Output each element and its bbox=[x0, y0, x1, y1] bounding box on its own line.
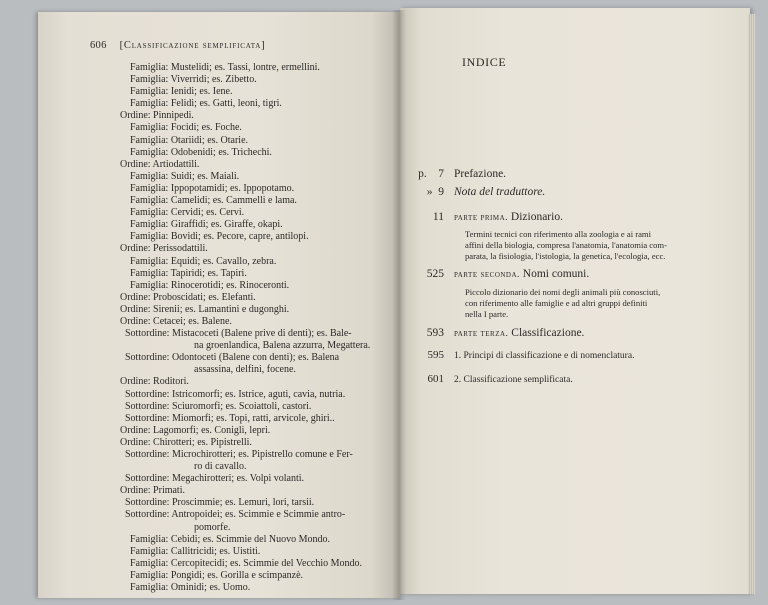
entry-page: 525 bbox=[426, 268, 444, 280]
classification-line: Sottordine: Sciuromorfi; es. Scoiattoli, castori. bbox=[125, 400, 312, 412]
entry-page: 595 bbox=[427, 349, 444, 361]
classification-line: Famiglia: Focidi; es. Foche. bbox=[130, 122, 242, 134]
classification-line: Famiglia: Cervidi; es. Cervi. bbox=[130, 207, 245, 219]
classification-line: Sottordine: Microchirotteri; es. Pipistrello comune e Fer- bbox=[125, 449, 353, 460]
index-entry-parte-seconda bbox=[400, 268, 589, 280]
classification-line: Famiglia: Otariidi; es. Otarie. bbox=[130, 134, 249, 146]
classification-line: Famiglia: Cercopitecidi; es. Scimmie del Vecchio Mondo. bbox=[130, 557, 362, 569]
entry-label: Classificazione. bbox=[511, 327, 585, 339]
classification-line: Sottordine: Proscimmie; es. Lemuri, lori, tarsii. bbox=[125, 497, 315, 509]
entry-page: 9 bbox=[438, 186, 444, 198]
desc-line: parata, la fisiologia, l'istologia, la genetica, l'ecologia, ecc. bbox=[465, 251, 666, 261]
classification-line: Famiglia: Ienidi; es. Iene. bbox=[130, 86, 233, 98]
classification-line: pomorfe. bbox=[194, 521, 231, 533]
index-title: INDICE bbox=[462, 55, 507, 69]
classification-line: Ordine: Perissodattili. bbox=[120, 243, 208, 255]
index-entry-principi bbox=[400, 349, 634, 361]
classification-line: Ordine: Primati. bbox=[120, 485, 185, 497]
classification-line: Sottordine: Miomorfi; es. Topi, ratti, arvicole, ghiri.. bbox=[125, 412, 335, 424]
classification-list bbox=[90, 62, 390, 594]
classification-line: Famiglia: Rinocerotidi; es. Rinoceronti. bbox=[130, 279, 290, 291]
classification-line: Famiglia: Callitricidi; es. Uistiti. bbox=[130, 545, 261, 557]
classification-line: na groenlandica, Balena azzurra, Megattera. bbox=[194, 340, 371, 352]
entry-label: Dizionario. bbox=[510, 211, 563, 223]
classification-line: Famiglia: Pongidi; es. Gorilla e scimpanzè. bbox=[130, 569, 304, 581]
classification-line: Famiglia: Giraffidi; es. Giraffe, okapi. bbox=[130, 219, 283, 231]
index-entry-parte-terza bbox=[400, 327, 584, 339]
classification-line: Sottordine: Odontoceti (Balene con denti); es. Balena bbox=[125, 352, 340, 364]
desc-line: Piccolo dizionario dei nomi degli animali più conosciuti, bbox=[465, 287, 661, 297]
entry-part: parte seconda. bbox=[454, 270, 520, 280]
index-entry-parte-prima bbox=[400, 211, 563, 223]
entry-page: 7 bbox=[438, 168, 444, 180]
classification-line: Famiglia: Bovidi; es. Pecore, capre, antilopi. bbox=[130, 231, 309, 243]
desc-line: nella I parte. bbox=[465, 309, 509, 319]
classification-line: Famiglia: Odobenidi; es. Trichechi. bbox=[130, 146, 272, 158]
classification-line: Ordine: Lagomorfi; es. Conigli, lepri. bbox=[120, 424, 271, 436]
running-head-title: [Classificazione semplificata] bbox=[119, 40, 266, 51]
desc-line: con riferimento alle famiglie e ad altri gruppi definiti bbox=[465, 298, 648, 308]
desc-line: Termini tecnici con riferimento alla zoologia e ai rami bbox=[465, 229, 651, 239]
classification-line: Sottordine: Antropoidei; es. Scimmie e Scimmie antro- bbox=[125, 509, 346, 521]
book-gutter bbox=[392, 10, 406, 600]
entry-label: Nota del traduttore. bbox=[454, 186, 546, 198]
index-entry-prefazione bbox=[400, 168, 506, 180]
classification-line: Famiglia: Viverridi; es. Zibetto. bbox=[130, 74, 257, 86]
classification-line: Famiglia: Felidi; es. Gatti, leoni, tigri. bbox=[130, 98, 282, 110]
classification-line: Famiglia: Ippopotamidi; es. Ippopotamo. bbox=[130, 182, 295, 194]
classification-line: Ordine: Roditori. bbox=[120, 376, 189, 388]
entry-page: 11 bbox=[432, 211, 444, 223]
classification-line: Famiglia: Cebidi; es. Scimmie del Nuovo Mondo. bbox=[130, 533, 330, 545]
page-prefix: » bbox=[426, 186, 433, 198]
classification-line: Famiglia: Tapiridi; es. Tapiri. bbox=[130, 267, 247, 279]
entry-part: parte prima. bbox=[454, 213, 509, 223]
entry-label: Prefazione. bbox=[454, 168, 507, 180]
parte-seconda-description bbox=[465, 287, 735, 320]
entry-page: 593 bbox=[426, 327, 444, 339]
index-entry-classificazione-semplificata bbox=[400, 373, 573, 385]
classification-line: Famiglia: Suidi; es. Maiali. bbox=[130, 170, 240, 182]
desc-line: affini della biologia, compresa l'anatomia, l'anatomia com- bbox=[465, 240, 667, 250]
classification-line: Sottordine: Megachirotteri; es. Volpi volanti. bbox=[125, 473, 305, 485]
classification-line: Ordine: Proboscidati; es. Elefanti. bbox=[120, 291, 256, 303]
classification-line: assassina, delfini, focene. bbox=[194, 364, 296, 376]
entry-label: Nomi comuni. bbox=[522, 268, 590, 280]
entry-part: parte terza. bbox=[454, 329, 509, 339]
page-edge bbox=[748, 14, 756, 594]
classification-line: Sottordine: Mistacoceti (Balene prive di denti); es. Bale- bbox=[125, 328, 352, 340]
classification-line: Famiglia: Camelidi; es. Cammelli e lama. bbox=[130, 195, 297, 207]
page-number: 606 bbox=[90, 40, 107, 51]
running-header bbox=[90, 40, 265, 51]
classification-line: Ordine: Pinnipedi. bbox=[120, 110, 194, 122]
classification-line: Ordine: Sirenii; es. Lamantini e dugonghi. bbox=[120, 303, 290, 315]
classification-line: Famiglia: Equidi; es. Cavallo, zebra. bbox=[130, 255, 277, 267]
classification-line: Ordine: Cetacei; es. Balene. bbox=[120, 315, 232, 327]
page-prefix: p. bbox=[418, 168, 427, 180]
classification-line: Ordine: Artiodattili. bbox=[120, 158, 200, 170]
entry-label: 1. Principi di classificazione e di nomenclatura. bbox=[454, 351, 635, 361]
classification-line: Sottordine: Istricomorfi; es. Istrice, aguti, cavia, nutria. bbox=[125, 388, 346, 400]
entry-page: 601 bbox=[427, 373, 444, 385]
index-entry-nota bbox=[400, 186, 545, 198]
classification-line: Famiglia: Mustelidi; es. Tassi, lontre, ermellini. bbox=[130, 62, 320, 73]
classification-line: Famiglia: Ominidi; es. Uomo. bbox=[130, 582, 251, 594]
entry-label: 2. Classificazione semplificata. bbox=[454, 375, 573, 385]
parte-prima-description bbox=[465, 229, 735, 262]
classification-line: ro di cavallo. bbox=[194, 461, 247, 473]
classification-line: Ordine: Chirotteri; es. Pipistrelli. bbox=[120, 436, 252, 448]
